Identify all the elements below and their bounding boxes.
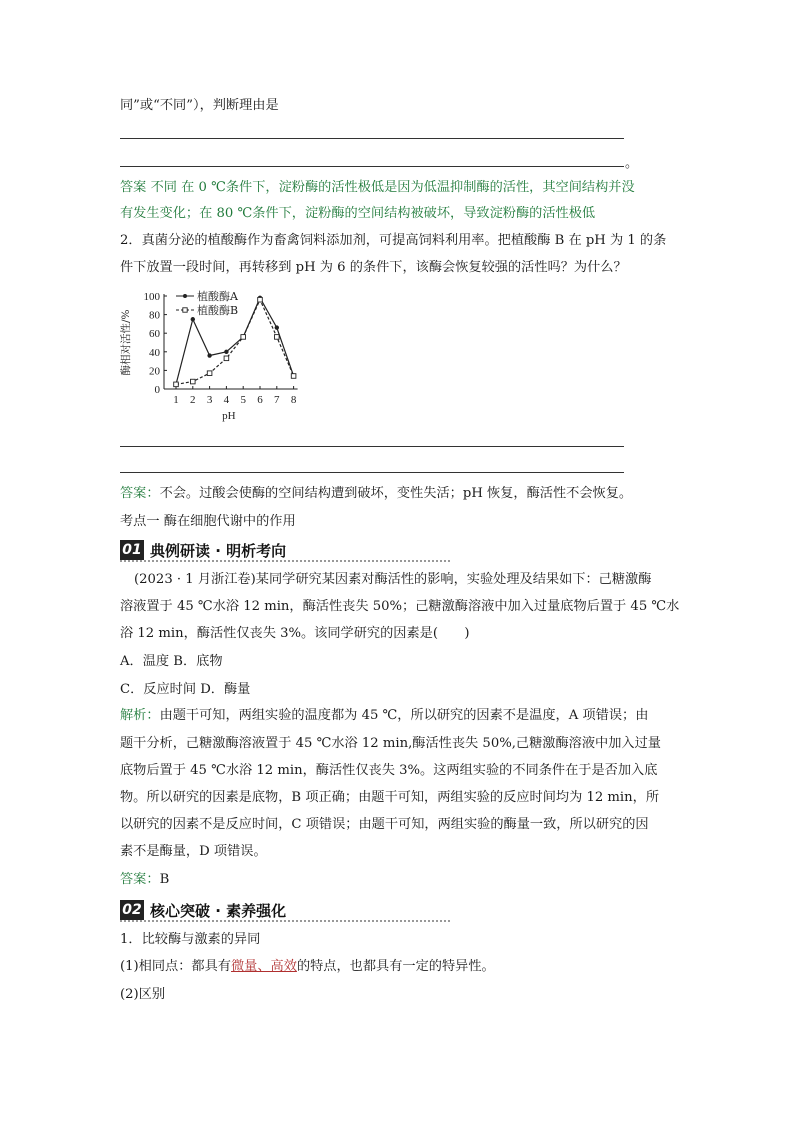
y-tick-label: 80 bbox=[149, 309, 160, 322]
options-ab: A．温度 B．底物 bbox=[120, 654, 223, 669]
y-tick-label: 40 bbox=[149, 346, 160, 359]
question-2-line-1: 2．真菌分泌的植酸酶作为畜禽饲料添加剂，可提高饲料利用率。把植酸酶 B 在 pH 为 1 的条 bbox=[120, 233, 667, 248]
enzyme-ph-chart bbox=[118, 284, 308, 426]
answer-label: 答案 bbox=[120, 180, 147, 195]
y-tick-label: 0 bbox=[154, 384, 160, 396]
banner-1-number: 01 bbox=[120, 540, 144, 560]
blank-period: 。 bbox=[625, 156, 639, 171]
series-b-point bbox=[174, 382, 179, 387]
x-tick-label: 2 bbox=[190, 394, 196, 406]
series-a-point bbox=[275, 325, 279, 329]
legend-marker-b bbox=[183, 308, 187, 312]
core-sub-1-prefix: (1)相同点：都具有 bbox=[120, 959, 231, 974]
y-axis-label: 酶相对活性/% bbox=[120, 309, 132, 376]
question-continuation: 同”或“不同”），判断理由是 bbox=[120, 98, 279, 113]
x-tick-label: 8 bbox=[290, 394, 297, 406]
series-a-point bbox=[207, 353, 211, 357]
options-cd: C．反应时间 D．酶量 bbox=[120, 682, 251, 697]
answer-1-text: 不同 在 0 ℃条件下，淀粉酶的活性极低是因为低温抑制酶的活性，其空间结构并没 bbox=[150, 180, 635, 195]
example-line-3: 浴 12 min，酶活性仅丧失 3%。该同学研究的因素是( ) bbox=[120, 626, 470, 641]
series-b-point bbox=[291, 374, 296, 379]
core-sub-1-highlight: 微量、高效 bbox=[231, 959, 297, 974]
series-a-point bbox=[191, 317, 195, 321]
answer-blank-line-2 bbox=[120, 166, 624, 167]
example-line-1: (2023 · 1 月浙江卷)某同学研究某因素对酶活性的影响，实验处理及结果如下：己糖激酶 bbox=[134, 572, 652, 587]
legend-label-1: 植酸酶A bbox=[197, 290, 238, 303]
answer-3 bbox=[120, 870, 676, 890]
question-2-line-2: 件下放置一段时间，再转移到 pH 为 6 的条件下，该酶会恢复较强的活性吗？为什么？ bbox=[120, 260, 627, 275]
analysis-label: 解析： bbox=[120, 708, 160, 723]
x-tick-label: 1 bbox=[173, 394, 179, 406]
answer-2 bbox=[120, 484, 676, 504]
series-a-point bbox=[224, 350, 228, 354]
answer-blank-line-4 bbox=[120, 472, 624, 473]
answer-3-label: 答案： bbox=[120, 872, 160, 887]
core-item-1: 1．比较酶与激素的异同 bbox=[120, 932, 261, 947]
x-tick-label: 4 bbox=[223, 394, 230, 406]
analysis-line-2: 题干分析，己糖激酶溶液置于 45 ℃水浴 12 min,酶活性丧失 50%,己糖激酶溶液中加入过量 bbox=[120, 736, 661, 751]
x-axis-label: pH bbox=[222, 410, 236, 422]
x-tick-label: 6 bbox=[257, 394, 263, 406]
analysis-line-6: 素不是酶量，D 项错误。 bbox=[120, 844, 267, 859]
answer-blank-line-3 bbox=[120, 446, 624, 447]
section-heading: 考点一 酶在细胞代谢中的作用 bbox=[120, 514, 296, 529]
y-tick-label: 60 bbox=[149, 328, 160, 341]
analysis-line-5: 以研究的因素不是反应时间，C 项错误；由题干可知，两组实验的酶量一致，所以研究的因 bbox=[120, 817, 649, 832]
answer-1-line-1 bbox=[120, 178, 676, 198]
series-b-point bbox=[207, 371, 212, 376]
core-sub-1-suffix: 的特点，也都具有一定的特异性。 bbox=[296, 959, 495, 974]
analysis-line-4: 物。所以研究的因素是底物，B 项正确；由题干可知，两组实验的反应时间均为 12 min，所 bbox=[120, 790, 660, 805]
legend-label-2: 植酸酶B bbox=[197, 304, 239, 317]
y-tick-label: 100 bbox=[143, 291, 160, 303]
series-b-point bbox=[224, 356, 229, 361]
series-b-point bbox=[275, 335, 280, 340]
answer-1-line-2: 有发生变化；在 80 ℃条件下，淀粉酶的空间结构被破坏，导致淀粉酶的活性极低 bbox=[120, 206, 596, 221]
answer-2-text: 不会。过酸会使酶的空间结构遭到破坏，变性失活；pH 恢复，酶活性不会恢复。 bbox=[159, 486, 633, 501]
analysis-line-1 bbox=[120, 706, 676, 726]
answer-blank-line-1 bbox=[120, 138, 624, 139]
series-b-point bbox=[191, 379, 196, 384]
answer-2-label: 答案： bbox=[120, 486, 160, 501]
section-banner-1 bbox=[120, 538, 286, 562]
banner-2-number: 02 bbox=[120, 900, 144, 920]
core-sub-2: (2)区别 bbox=[120, 987, 166, 1002]
section-banner-2 bbox=[120, 898, 286, 922]
analysis-line-3: 底物后置于 45 ℃水浴 12 min，酶活性仅丧失 3%。这两组实验的不同条件在于是否加入底 bbox=[120, 763, 658, 778]
banner-1-dotted-rule bbox=[120, 557, 450, 562]
example-line-2: 溶液置于 45 ℃水浴 12 min，酶活性丧失 50%；己糖激酶溶液中加入过量底物后置于 45 ℃水 bbox=[120, 599, 680, 614]
analysis-text-1: 由题干可知，两组实验的温度都为 45 ℃，所以研究的因素不是温度，A 项错误；由 bbox=[159, 708, 649, 723]
y-tick-label: 20 bbox=[149, 365, 160, 378]
series-b-point bbox=[258, 297, 263, 302]
core-sub-1 bbox=[120, 957, 676, 977]
x-tick-label: 5 bbox=[240, 394, 246, 406]
x-tick-label: 7 bbox=[274, 394, 280, 406]
series-b-point bbox=[241, 335, 246, 340]
x-tick-label: 3 bbox=[206, 394, 213, 406]
banner-1-title: 典例研读 · 明析考向 bbox=[150, 541, 287, 560]
legend-marker-a bbox=[183, 294, 187, 298]
banner-2-dotted-rule bbox=[120, 917, 450, 922]
banner-2-title: 核心突破 · 素养强化 bbox=[150, 901, 287, 920]
answer-3-value: B bbox=[159, 872, 170, 887]
